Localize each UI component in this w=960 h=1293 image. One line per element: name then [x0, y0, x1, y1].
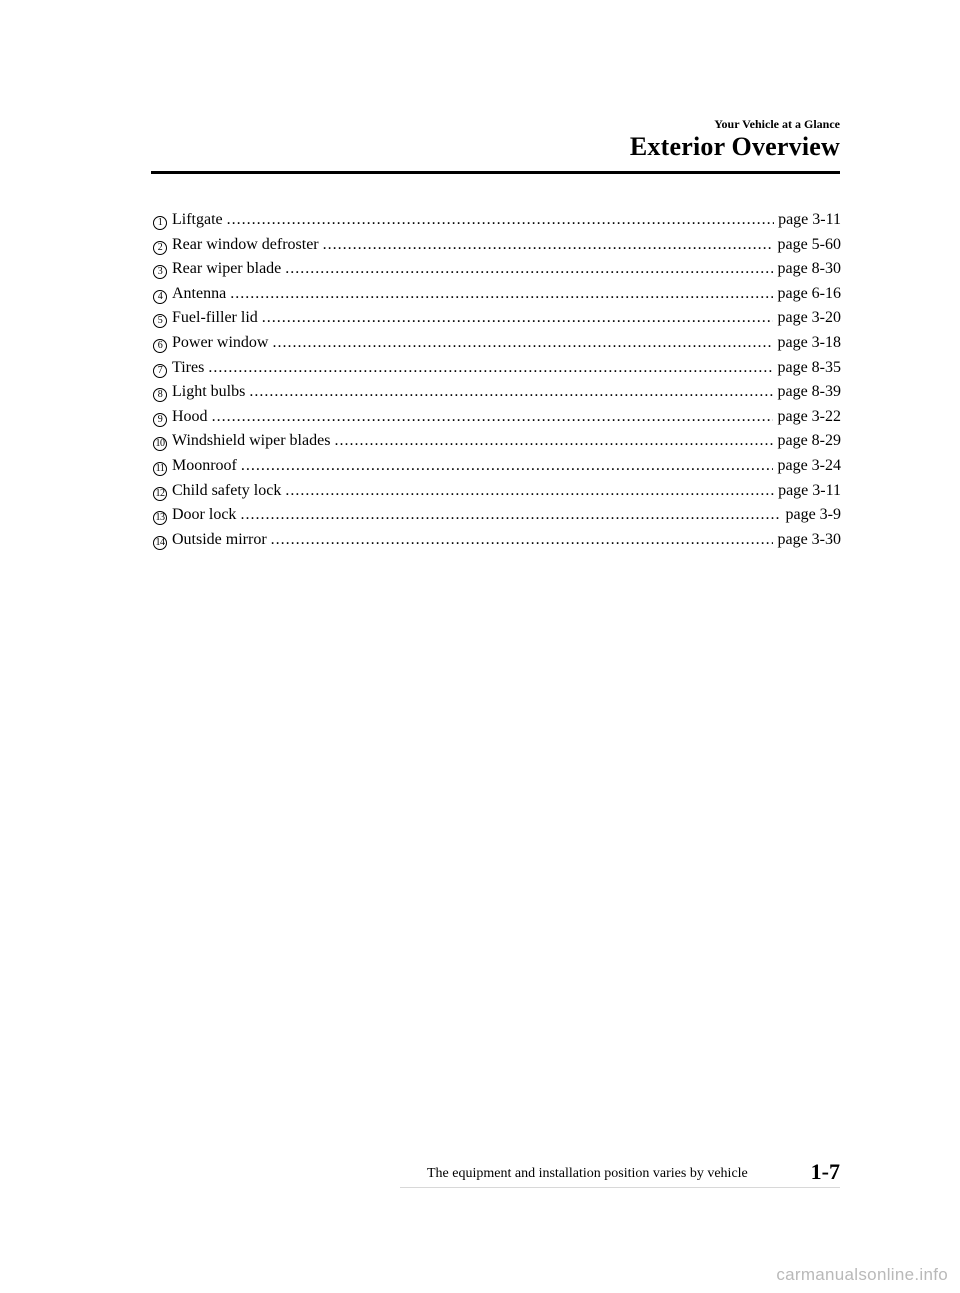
item-label: Rear wiper blade [172, 260, 282, 278]
item-label: Windshield wiper blades [172, 432, 331, 450]
dot-leader [241, 457, 774, 475]
item-number-badge: 11 [153, 462, 167, 476]
dot-leader [208, 359, 773, 377]
list-item [153, 432, 841, 457]
item-page-ref: page 6-16 [777, 284, 841, 302]
item-number-badge: 9 [153, 413, 167, 427]
item-page-ref: page 8-35 [777, 358, 841, 376]
list-item [153, 531, 841, 556]
item-label: Outside mirror [172, 530, 267, 548]
item-page-ref: page 8-30 [777, 260, 841, 278]
item-label: Tires [172, 358, 205, 376]
watermark: carmanualsonline.info [776, 1265, 948, 1284]
item-page-ref: page 3-11 [778, 211, 841, 228]
item-label: Fuel-filler lid [172, 309, 258, 327]
item-number-badge: 13 [153, 511, 167, 525]
list-item [153, 285, 841, 310]
item-number-badge: 7 [153, 364, 167, 378]
footer-note: The equipment and installation position varies by vehicle [427, 1166, 748, 1181]
list-item [153, 334, 841, 359]
section-title: Your Vehicle at a Glance [714, 117, 840, 131]
item-page-ref: page 5-60 [777, 235, 841, 253]
item-page-ref: page 3-11 [778, 481, 841, 499]
list-item [153, 359, 841, 384]
item-number-badge: 14 [153, 536, 167, 550]
item-page-ref: page 3-22 [777, 407, 841, 425]
item-label: Power window [172, 333, 269, 351]
list-item [153, 309, 841, 334]
item-label: Liftgate [172, 211, 223, 228]
item-number-badge: 2 [153, 241, 167, 255]
list-item [153, 383, 841, 408]
dot-leader [227, 211, 774, 229]
item-page-ref: page 3-24 [777, 456, 841, 474]
item-number-badge: 1 [153, 216, 167, 230]
dot-leader [285, 260, 773, 278]
item-page-ref: page 8-29 [777, 432, 841, 450]
page-title: Exterior Overview [629, 132, 840, 161]
item-page-ref: page 3-9 [785, 506, 841, 524]
list-item [153, 482, 841, 507]
dot-leader [249, 383, 773, 401]
dot-leader [272, 334, 773, 352]
list-item [153, 408, 841, 433]
dot-leader [262, 309, 774, 327]
reference-list [153, 211, 841, 555]
page-header [630, 116, 840, 162]
item-page-ref: page 8-39 [777, 383, 841, 401]
item-label: Hood [172, 407, 208, 425]
item-label: Antenna [172, 284, 227, 302]
item-number-badge: 8 [153, 388, 167, 402]
item-label: Child safety lock [172, 481, 282, 499]
item-number-badge: 6 [153, 339, 167, 353]
item-number-badge: 3 [153, 265, 167, 279]
list-item [153, 457, 841, 482]
item-label: Rear window defroster [172, 235, 319, 253]
dot-leader [271, 531, 774, 549]
item-number-badge: 5 [153, 314, 167, 328]
item-number-badge: 10 [153, 437, 167, 451]
list-item [153, 260, 841, 285]
item-number-badge: 12 [153, 487, 167, 501]
page-number: 1-7 [810, 1159, 840, 1184]
dot-leader [212, 408, 774, 426]
item-page-ref: page 3-18 [777, 333, 841, 351]
list-item [153, 506, 841, 531]
dot-leader [285, 482, 774, 500]
item-number-badge: 4 [153, 290, 167, 304]
item-label: Moonroof [172, 456, 237, 474]
item-label: Door lock [172, 506, 237, 524]
dot-leader [230, 285, 773, 303]
footer-divider [400, 1187, 840, 1188]
list-item [153, 211, 841, 236]
list-item [153, 236, 841, 261]
dot-leader [334, 432, 773, 450]
dot-leader [240, 506, 781, 524]
item-page-ref: page 3-30 [777, 530, 841, 548]
item-page-ref: page 3-20 [777, 309, 841, 327]
item-label: Light bulbs [172, 383, 246, 401]
header-divider [151, 171, 840, 174]
dot-leader [323, 236, 774, 254]
